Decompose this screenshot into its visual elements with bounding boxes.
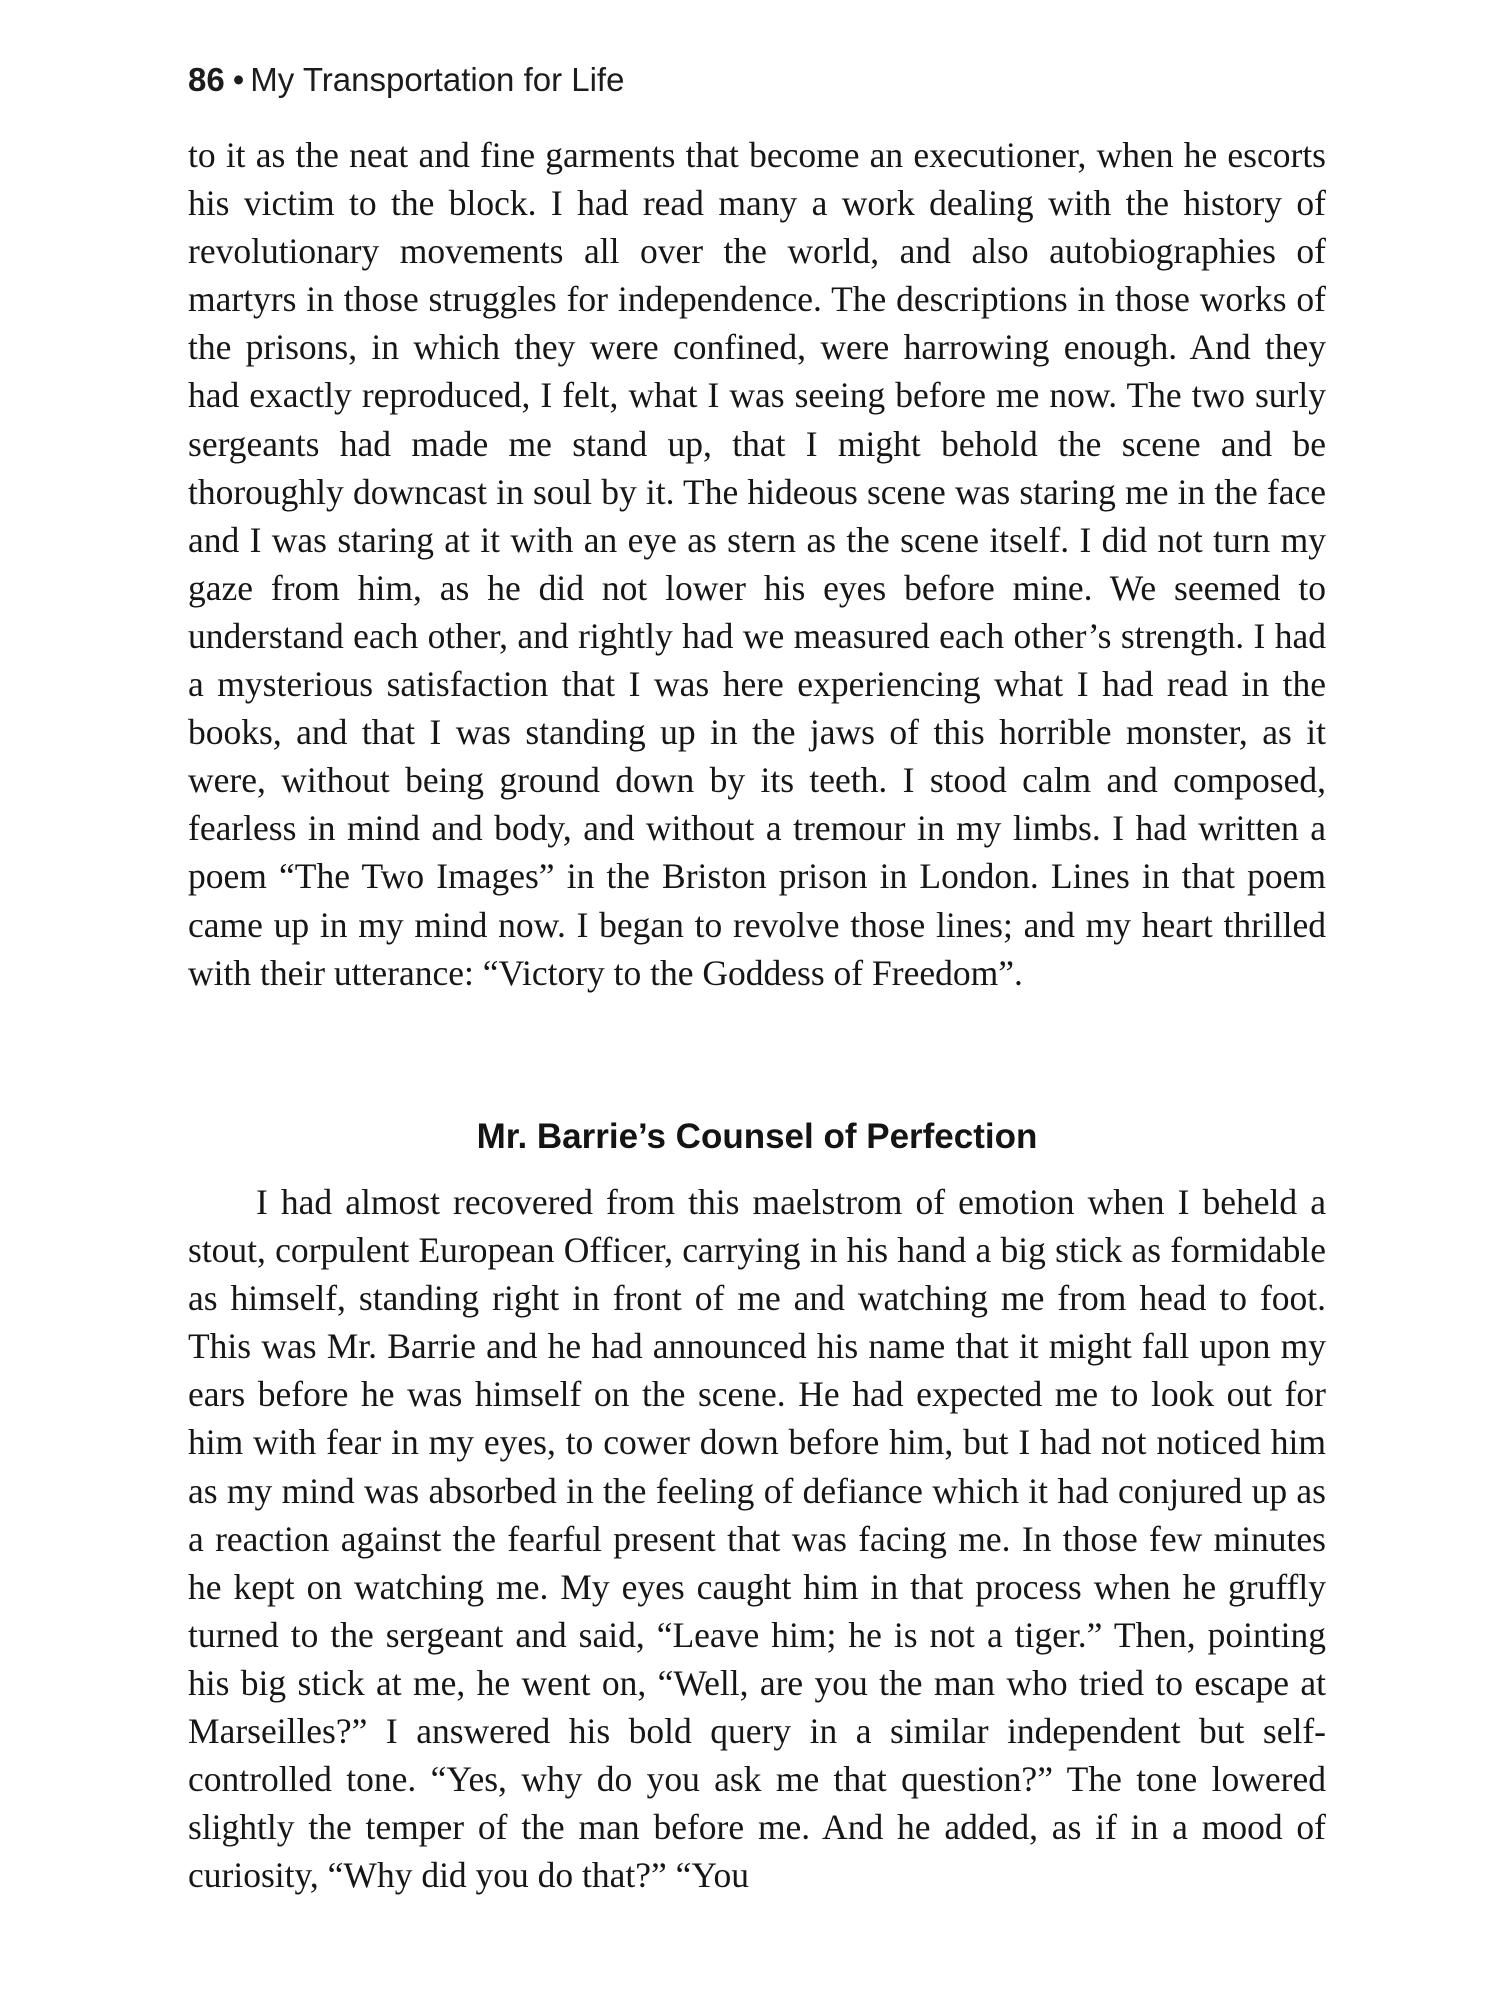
body-paragraph-1: to it as the neat and fine garments that become an executioner, when he escorts his victim to the block. I had read many a work dealing with the history of revolutionary movements all over the world, and also autobiographies of martyrs in those struggles for independence. The descriptions in those works of the prisons, in which they were confined, were harrowing enough. And they had exactly reproduced, I felt, what I was seeing before me now. The two surly sergeants had made me stand up, that I might behold the scene and be thoroughly downcast in soul by it. The hideous scene was staring me in the face and I was staring at it with an eye as stern as the scene itself. I did not turn my gaze from him, as he did not lower his eyes before mine. We seemed to understand each other, and rightly had we measured each other’s strength. I had a mysterious satisfaction that I was here experiencing what I had read in the books, and that I was standing up in the jaws of this horrible monster, as it were, without being ground down by its teeth. I stood calm and composed, fearless in mind and body, and without a tremour in my limbs. I had written a poem “The Two Images” in the Briston prison in London. Lines in that poem came up in my mind now. I began to revolve those lines; and my heart thrilled with their utterance: “Victory to the Goddess of Freedom”.	[188, 135, 1326, 993]
body-paragraph-2: I had almost recovered from this maelstrom of emotion when I beheld a stout, corpulent European Officer, carrying in his hand a big stick as formidable as himself, standing right in front of me and watching me from head to foot. This was Mr. Barrie and he had announced his name that it might fall upon my ears before he was himself on the scene. He had expected me to look out for him with fear in my eyes, to cower down before him, but I had not noticed him as my mind was absorbed in the feeling of defiance which it had conjured up as a reaction against the fearful present that was facing me. In those few minutes he kept on watching me. My eyes caught him in that process when he gruffly turned to the sergeant and said, “Leave him; he is not a tiger.” Then, pointing his big stick at me, he went on, “Well, are you the man who tried to escape at Marseilles?” I answered his bold query in a similar independent but self-controlled tone. “Yes, why do you ask me that question?” The tone lowered slightly the temper of the man before me. And he added, as if in a mood of curiosity, “Why did you do that?” “You	[188, 1182, 1326, 1896]
section-heading: Mr. Barrie’s Counsel of Perfection	[476, 1117, 1038, 1156]
header-bullet: •	[232, 61, 245, 98]
running-header	[188, 58, 624, 102]
book-title: My Transportation for Life	[250, 61, 625, 98]
page-number: 86	[188, 61, 225, 98]
